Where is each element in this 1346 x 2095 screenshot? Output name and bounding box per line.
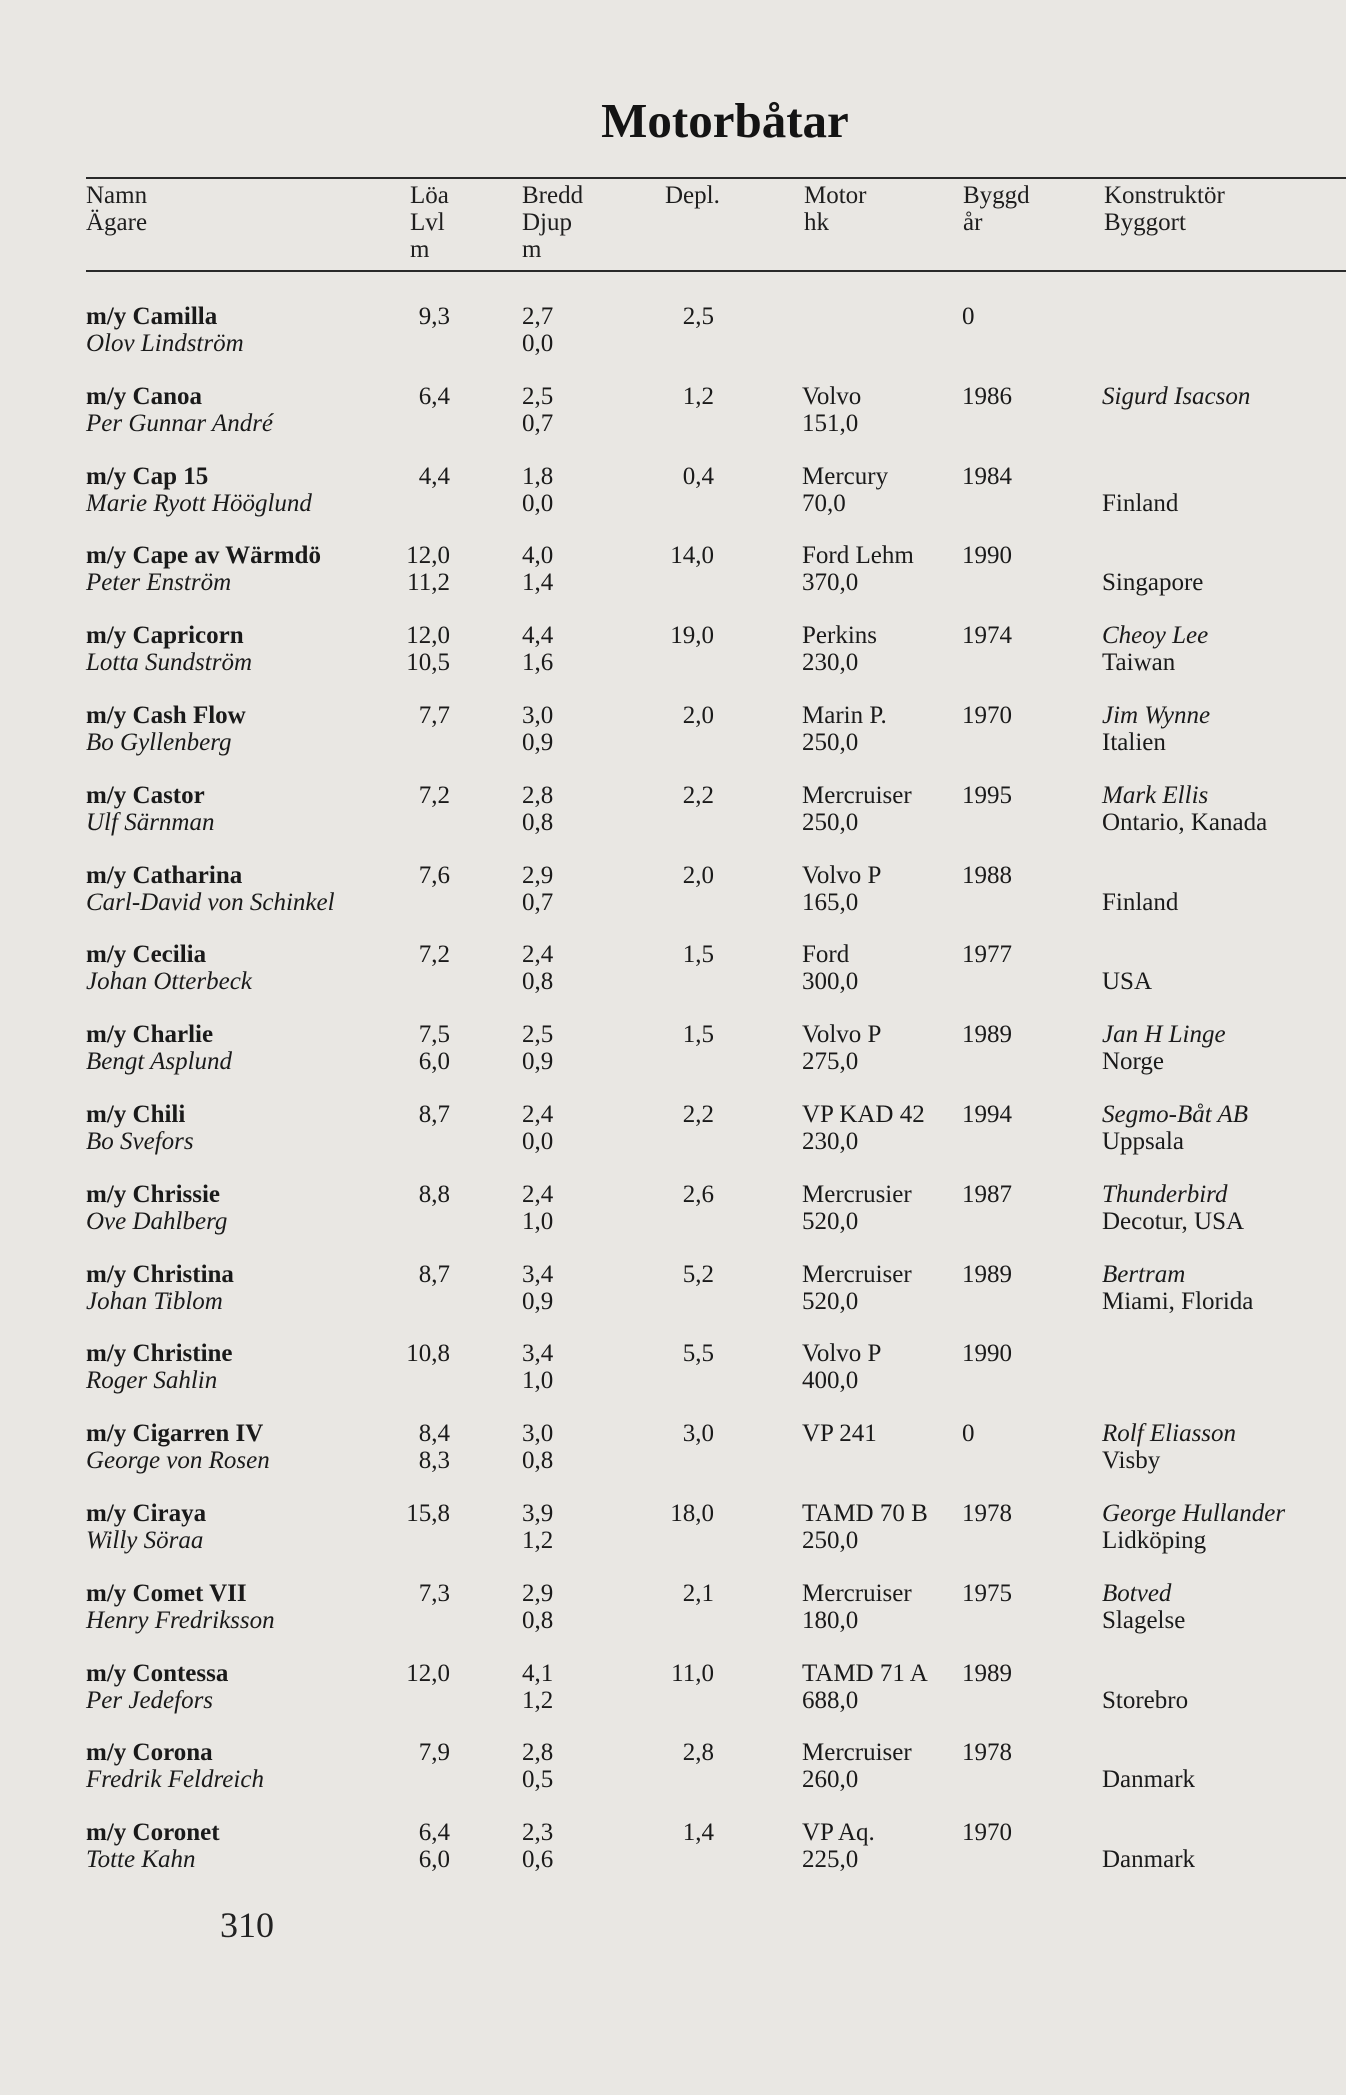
cell-name: m/y Cape av Wärmdö bbox=[86, 542, 321, 570]
cell-name: m/y Christine bbox=[86, 1340, 233, 1368]
cell-depl: 18,0 bbox=[670, 1500, 714, 1527]
table-row bbox=[0, 1420, 1346, 1500]
cell-loa: 12,0 bbox=[406, 542, 450, 570]
cell-djup: 1,4 bbox=[522, 569, 554, 597]
cell-depl: 2,5 bbox=[682, 303, 714, 330]
cell-name: m/y Catharina bbox=[86, 861, 243, 889]
cell-bredd: 1,8 bbox=[522, 462, 554, 490]
cell-place: Norge bbox=[1102, 1048, 1165, 1076]
cell-owner: Henry Fredriksson bbox=[86, 1606, 275, 1634]
cell-place: Danmark bbox=[1102, 1766, 1196, 1794]
cell-name: m/y Cecilia bbox=[86, 941, 207, 969]
cell-hk: 370,0 bbox=[802, 569, 859, 597]
cell-djup: 0,8 bbox=[522, 1447, 554, 1475]
cell-owner: Lotta Sundström bbox=[86, 649, 253, 677]
cell-lvl: 8,3 bbox=[418, 1447, 450, 1475]
cell-loa: 7,9 bbox=[418, 1739, 450, 1767]
cell-bredd: 2,4 bbox=[522, 941, 554, 969]
cell-loa: 8,7 bbox=[418, 1101, 450, 1128]
cell-hk: 180,0 bbox=[802, 1606, 859, 1634]
cell-bredd: 2,4 bbox=[522, 1101, 554, 1128]
cell-owner: Johan Otterbeck bbox=[86, 968, 252, 996]
cell-year: 1989 bbox=[962, 1260, 1012, 1288]
cell-designer: Botved bbox=[1102, 1579, 1172, 1607]
cell-loa: 7,2 bbox=[418, 781, 450, 809]
cell-designer: Jan H Linge bbox=[1102, 1021, 1226, 1049]
table-row bbox=[0, 542, 1346, 622]
cell-name: m/y Chrissie bbox=[86, 1180, 221, 1208]
cell-place: Singapore bbox=[1102, 569, 1204, 597]
cell-owner: Willy Söraa bbox=[86, 1527, 204, 1554]
cell-djup: 0,5 bbox=[522, 1766, 554, 1794]
table-row bbox=[0, 383, 1346, 463]
cell-place: Finland bbox=[1102, 489, 1179, 517]
cell-depl: 2,2 bbox=[682, 781, 714, 809]
cell-name: m/y Corona bbox=[86, 1739, 213, 1767]
table-row bbox=[0, 1340, 1346, 1420]
table-row bbox=[0, 1181, 1346, 1261]
cell-motor: Ford bbox=[802, 941, 850, 969]
cell-place: Miami, Florida bbox=[1102, 1287, 1254, 1315]
cell-owner: Johan Tiblom bbox=[86, 1287, 223, 1315]
cell-djup: 0,8 bbox=[522, 1606, 554, 1634]
cell-place: Lidköping bbox=[1102, 1527, 1207, 1554]
table-row bbox=[0, 941, 1346, 1021]
cell-designer: Sigurd Isacson bbox=[1102, 382, 1251, 410]
cell-year: 1986 bbox=[962, 382, 1012, 410]
cell-djup: 0,9 bbox=[522, 1048, 554, 1076]
cell-loa: 4,4 bbox=[418, 462, 450, 490]
cell-depl: 1,4 bbox=[682, 1819, 714, 1847]
cell-djup: 0,8 bbox=[522, 968, 554, 996]
table-row bbox=[0, 1819, 1346, 1899]
cell-year: 1994 bbox=[962, 1101, 1012, 1128]
cell-motor: Mercruiser bbox=[802, 1260, 912, 1288]
cell-depl: 14,0 bbox=[670, 542, 714, 570]
cell-hk: 70,0 bbox=[802, 489, 846, 517]
cell-year: 1984 bbox=[962, 462, 1012, 490]
cell-hk: 165,0 bbox=[802, 888, 859, 916]
cell-bredd: 2,4 bbox=[522, 1180, 554, 1208]
cell-place: Storebro bbox=[1102, 1686, 1189, 1714]
cell-owner: Per Jedefors bbox=[86, 1686, 214, 1714]
cell-owner: Olov Lindström bbox=[86, 330, 244, 357]
cell-year: 1987 bbox=[962, 1180, 1012, 1208]
cell-djup: 1,2 bbox=[522, 1527, 554, 1554]
cell-lvl: 11,2 bbox=[407, 569, 450, 597]
cell-depl: 5,5 bbox=[682, 1340, 714, 1368]
cell-depl: 5,2 bbox=[682, 1260, 714, 1288]
cell-hk: 230,0 bbox=[802, 649, 859, 677]
cell-bredd: 3,9 bbox=[522, 1500, 554, 1527]
cell-lvl: 6,0 bbox=[418, 1846, 450, 1874]
cell-motor: VP KAD 42 bbox=[802, 1101, 925, 1128]
cell-name: m/y Cap 15 bbox=[86, 462, 209, 490]
cell-year: 0 bbox=[962, 1420, 975, 1448]
cell-hk: 400,0 bbox=[802, 1367, 859, 1395]
cell-depl: 1,2 bbox=[682, 382, 714, 410]
cell-year: 1970 bbox=[962, 702, 1012, 729]
cell-depl: 19,0 bbox=[670, 622, 714, 650]
cell-bredd: 3,0 bbox=[522, 702, 554, 729]
cell-year: 1995 bbox=[962, 781, 1012, 809]
cell-depl: 2,6 bbox=[682, 1180, 714, 1208]
cell-djup: 1,0 bbox=[522, 1367, 554, 1395]
header-motor-hk: Motor hk bbox=[804, 182, 867, 236]
cell-depl: 2,8 bbox=[682, 1739, 714, 1767]
cell-hk: 250,0 bbox=[802, 729, 859, 756]
table-row bbox=[0, 303, 1346, 383]
cell-loa: 8,7 bbox=[418, 1260, 450, 1288]
cell-year: 1974 bbox=[962, 622, 1012, 650]
cell-hk: 520,0 bbox=[802, 1207, 859, 1235]
table-row bbox=[0, 463, 1346, 543]
cell-place: Slagelse bbox=[1102, 1606, 1186, 1634]
cell-year: 1975 bbox=[962, 1579, 1012, 1607]
header-bredd-djup: Bredd Djup m bbox=[522, 182, 584, 263]
cell-name: m/y Charlie bbox=[86, 1021, 214, 1049]
header-loa-lvl: Löa Lvl m bbox=[410, 182, 449, 263]
cell-hk: 151,0 bbox=[802, 409, 859, 437]
page-number: 310 bbox=[220, 1905, 274, 1945]
cell-name: m/y Coronet bbox=[86, 1819, 220, 1847]
cell-place: Uppsala bbox=[1102, 1128, 1184, 1155]
table-row bbox=[0, 622, 1346, 702]
cell-bredd: 2,5 bbox=[522, 1021, 554, 1049]
header-bottom-rule bbox=[86, 270, 1346, 272]
cell-owner: Marie Ryott Hööglund bbox=[86, 489, 312, 517]
cell-djup: 1,0 bbox=[522, 1207, 554, 1235]
cell-djup: 1,2 bbox=[522, 1686, 554, 1714]
cell-place: Decotur, USA bbox=[1102, 1207, 1245, 1235]
cell-motor: Volvo P bbox=[802, 861, 882, 889]
cell-owner: Bengt Asplund bbox=[86, 1048, 233, 1076]
cell-place: Ontario, Kanada bbox=[1102, 808, 1268, 836]
cell-bredd: 2,9 bbox=[522, 1579, 554, 1607]
cell-hk: 225,0 bbox=[802, 1846, 859, 1874]
cell-djup: 0,6 bbox=[522, 1846, 554, 1874]
cell-year: 1978 bbox=[962, 1739, 1012, 1767]
cell-loa: 12,0 bbox=[406, 622, 450, 650]
cell-loa: 15,8 bbox=[406, 1500, 450, 1527]
cell-djup: 0,9 bbox=[522, 729, 554, 756]
cell-owner: George von Rosen bbox=[86, 1447, 270, 1475]
cell-motor: Mercruiser bbox=[802, 781, 912, 809]
cell-depl: 3,0 bbox=[682, 1420, 714, 1448]
cell-designer: Mark Ellis bbox=[1102, 781, 1209, 809]
cell-lvl: 6,0 bbox=[418, 1048, 450, 1076]
cell-year: 0 bbox=[962, 303, 975, 330]
cell-loa: 8,4 bbox=[418, 1420, 450, 1448]
cell-owner: Bo Svefors bbox=[86, 1128, 194, 1155]
cell-depl: 2,0 bbox=[682, 702, 714, 729]
cell-motor: TAMD 71 A bbox=[802, 1659, 928, 1687]
cell-designer: Thunderbird bbox=[1102, 1180, 1228, 1208]
cell-motor: Ford Lehm bbox=[802, 542, 914, 570]
cell-loa: 6,4 bbox=[418, 1819, 450, 1847]
cell-name: m/y Castor bbox=[86, 781, 205, 809]
cell-bredd: 2,5 bbox=[522, 382, 554, 410]
cell-bredd: 4,4 bbox=[522, 622, 554, 650]
cell-djup: 0,0 bbox=[522, 1128, 554, 1155]
cell-year: 1978 bbox=[962, 1500, 1012, 1527]
cell-owner: Peter Enström bbox=[86, 569, 232, 597]
cell-loa: 7,7 bbox=[418, 702, 450, 729]
cell-bredd: 2,8 bbox=[522, 1739, 554, 1767]
cell-name: m/y Cash Flow bbox=[86, 702, 246, 729]
cell-lvl: 10,5 bbox=[406, 649, 450, 677]
cell-loa: 10,8 bbox=[406, 1340, 450, 1368]
cell-year: 1988 bbox=[962, 861, 1012, 889]
cell-motor: Mercruiser bbox=[802, 1739, 912, 1767]
cell-owner: Roger Sahlin bbox=[86, 1367, 218, 1395]
cell-depl: 0,4 bbox=[682, 462, 714, 490]
cell-depl: 11,0 bbox=[671, 1659, 714, 1687]
cell-owner: Ulf Särnman bbox=[86, 808, 215, 836]
cell-depl: 1,5 bbox=[682, 1021, 714, 1049]
cell-owner: Ove Dahlberg bbox=[86, 1207, 228, 1235]
table-row bbox=[0, 1660, 1346, 1740]
cell-loa: 7,2 bbox=[418, 941, 450, 969]
cell-name: m/y Camilla bbox=[86, 303, 218, 330]
cell-djup: 0,0 bbox=[522, 330, 554, 357]
cell-djup: 0,8 bbox=[522, 808, 554, 836]
table-row bbox=[0, 1580, 1346, 1660]
cell-designer: Segmo-Båt AB bbox=[1102, 1101, 1249, 1128]
cell-motor: Volvo bbox=[802, 382, 862, 410]
cell-designer: Rolf Eliasson bbox=[1102, 1420, 1237, 1448]
cell-loa: 8,8 bbox=[418, 1180, 450, 1208]
cell-motor: VP Aq. bbox=[802, 1819, 875, 1847]
cell-year: 1990 bbox=[962, 542, 1012, 570]
table-row bbox=[0, 862, 1346, 942]
cell-bredd: 2,3 bbox=[522, 1819, 554, 1847]
cell-loa: 6,4 bbox=[418, 382, 450, 410]
cell-name: m/y Comet VII bbox=[86, 1579, 247, 1607]
cell-designer: George Hullander bbox=[1102, 1500, 1286, 1527]
header-depl: Depl. bbox=[665, 182, 720, 209]
cell-bredd: 3,0 bbox=[522, 1420, 554, 1448]
header-konstruktor-byggort: Konstruktör Byggort bbox=[1104, 182, 1225, 236]
cell-motor: Mercury bbox=[802, 462, 889, 490]
table-row bbox=[0, 1739, 1346, 1819]
cell-djup: 0,7 bbox=[522, 409, 554, 437]
cell-name: m/y Cigarren IV bbox=[86, 1420, 264, 1448]
cell-bredd: 2,7 bbox=[522, 303, 554, 330]
cell-depl: 1,5 bbox=[682, 941, 714, 969]
cell-loa: 9,3 bbox=[418, 303, 450, 330]
cell-designer: Jim Wynne bbox=[1102, 702, 1211, 729]
cell-djup: 0,0 bbox=[522, 489, 554, 517]
table-row bbox=[0, 1021, 1346, 1101]
header-namn-agare: Namn Ägare bbox=[86, 182, 148, 236]
cell-djup: 0,7 bbox=[522, 888, 554, 916]
cell-motor: Mercruiser bbox=[802, 1579, 912, 1607]
cell-owner: Per Gunnar André bbox=[86, 409, 274, 437]
cell-loa: 7,5 bbox=[418, 1021, 450, 1049]
cell-year: 1989 bbox=[962, 1659, 1012, 1687]
cell-motor: Volvo P bbox=[802, 1340, 882, 1368]
cell-bredd: 4,1 bbox=[522, 1659, 554, 1687]
cell-hk: 688,0 bbox=[802, 1686, 859, 1714]
cell-owner: Carl-David von Schinkel bbox=[86, 888, 335, 916]
cell-hk: 250,0 bbox=[802, 1527, 859, 1554]
cell-year: 1989 bbox=[962, 1021, 1012, 1049]
cell-depl: 2,1 bbox=[682, 1579, 714, 1607]
cell-hk: 300,0 bbox=[802, 968, 859, 996]
cell-name: m/y Capricorn bbox=[86, 622, 244, 650]
cell-owner: Bo Gyllenberg bbox=[86, 729, 232, 756]
table-row bbox=[0, 782, 1346, 862]
cell-bredd: 2,9 bbox=[522, 861, 554, 889]
cell-place: Danmark bbox=[1102, 1846, 1196, 1874]
cell-bredd: 2,8 bbox=[522, 781, 554, 809]
cell-name: m/y Christina bbox=[86, 1260, 234, 1288]
cell-year: 1977 bbox=[962, 941, 1012, 969]
header-byggd-ar: Byggd år bbox=[963, 182, 1030, 236]
cell-depl: 2,0 bbox=[682, 861, 714, 889]
cell-owner: Fredrik Feldreich bbox=[86, 1766, 264, 1794]
cell-name: m/y Contessa bbox=[86, 1659, 229, 1687]
cell-motor: Marin P. bbox=[802, 702, 887, 729]
cell-loa: 12,0 bbox=[406, 1659, 450, 1687]
cell-name: m/y Ciraya bbox=[86, 1500, 207, 1527]
cell-depl: 2,2 bbox=[682, 1101, 714, 1128]
cell-year: 1990 bbox=[962, 1340, 1012, 1368]
header-top-rule bbox=[86, 177, 1346, 179]
cell-place: Finland bbox=[1102, 888, 1179, 916]
cell-hk: 230,0 bbox=[802, 1128, 859, 1155]
cell-hk: 275,0 bbox=[802, 1048, 859, 1076]
cell-djup: 0,9 bbox=[522, 1287, 554, 1315]
cell-place: USA bbox=[1102, 968, 1153, 996]
cell-bredd: 4,0 bbox=[522, 542, 554, 570]
cell-designer: Cheoy Lee bbox=[1102, 622, 1209, 650]
table-row bbox=[0, 1500, 1346, 1580]
table-row bbox=[0, 702, 1346, 782]
cell-motor: TAMD 70 B bbox=[802, 1500, 928, 1527]
cell-place: Visby bbox=[1102, 1447, 1161, 1475]
cell-motor: Perkins bbox=[802, 622, 877, 650]
cell-hk: 250,0 bbox=[802, 808, 859, 836]
cell-motor: VP 241 bbox=[802, 1420, 877, 1448]
cell-djup: 1,6 bbox=[522, 649, 554, 677]
cell-place: Italien bbox=[1102, 729, 1166, 756]
cell-motor: Mercrusier bbox=[802, 1180, 912, 1208]
cell-loa: 7,3 bbox=[418, 1579, 450, 1607]
cell-bredd: 3,4 bbox=[522, 1260, 554, 1288]
cell-year: 1970 bbox=[962, 1819, 1012, 1847]
table-row bbox=[0, 1261, 1346, 1341]
page-title: Motorbåtar bbox=[601, 93, 849, 148]
cell-place: Taiwan bbox=[1102, 649, 1176, 677]
cell-hk: 260,0 bbox=[802, 1766, 859, 1794]
cell-owner: Totte Kahn bbox=[86, 1846, 196, 1874]
cell-designer: Bertram bbox=[1102, 1260, 1186, 1288]
cell-name: m/y Chili bbox=[86, 1101, 186, 1128]
cell-bredd: 3,4 bbox=[522, 1340, 554, 1368]
cell-motor: Volvo P bbox=[802, 1021, 882, 1049]
cell-hk: 520,0 bbox=[802, 1287, 859, 1315]
table-row bbox=[0, 1101, 1346, 1181]
cell-name: m/y Canoa bbox=[86, 382, 202, 410]
cell-loa: 7,6 bbox=[418, 861, 450, 889]
